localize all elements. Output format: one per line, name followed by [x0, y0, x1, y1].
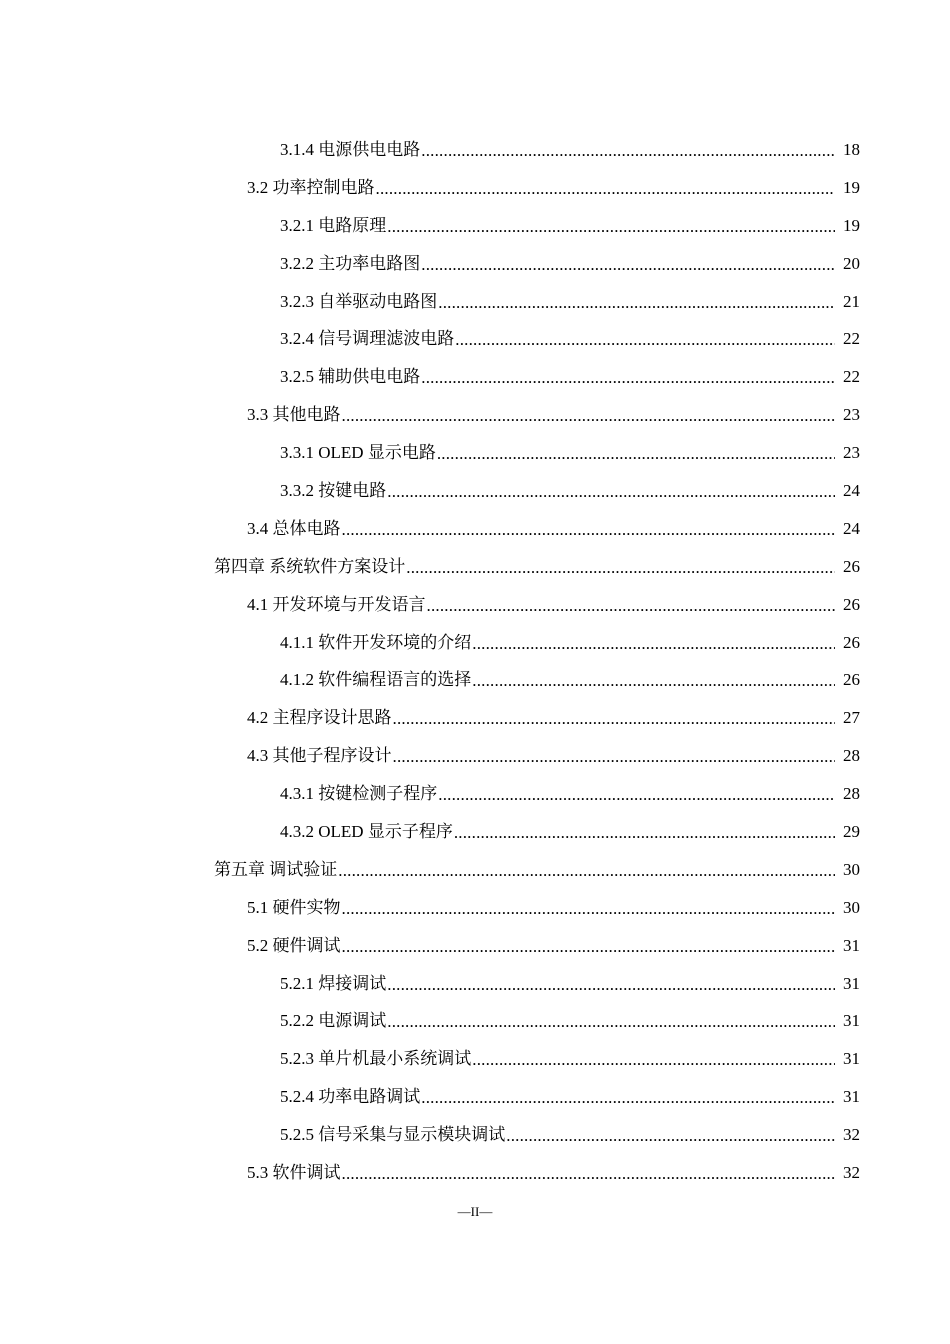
toc-entry-page: 31	[843, 935, 860, 955]
toc-entry-page: 32	[843, 1162, 860, 1182]
toc-entry-label: 5.2 硬件调试	[247, 935, 341, 955]
toc-entry-label: 4.1.1 软件开发环境的介绍	[280, 632, 472, 652]
toc-entry[interactable]	[0, 661, 950, 699]
toc-entry-label: 3.2.2 主功率电路图	[280, 253, 421, 273]
toc-entry-page: 24	[843, 480, 860, 500]
toc-entry-page: 19	[843, 215, 860, 235]
toc-entry[interactable]	[0, 320, 950, 358]
toc-entry-page: 29	[843, 821, 860, 841]
dot-leader	[387, 217, 835, 237]
toc-entry[interactable]	[0, 472, 950, 510]
toc-entry-page: 28	[843, 746, 860, 766]
toc-entry-page: 18	[843, 139, 860, 159]
dot-leader	[387, 975, 835, 995]
toc-entry-page: 19	[843, 177, 860, 197]
toc-entry[interactable]	[0, 624, 950, 662]
toc-entry-page: 21	[843, 291, 860, 311]
toc-entry-label: 4.3 其他子程序设计	[247, 746, 392, 766]
dot-leader	[421, 141, 835, 161]
dot-leader	[393, 709, 836, 729]
toc-entry-label: 4.1.2 软件编程语言的选择	[280, 670, 472, 690]
toc-entry-page: 24	[843, 518, 860, 538]
page-number-footer: —II—	[457, 1204, 493, 1219]
toc-entry[interactable]	[0, 851, 950, 889]
toc-entry-label: 5.2.3 单片机最小系统调试	[280, 1049, 472, 1069]
dot-leader	[506, 1126, 835, 1146]
toc-entry[interactable]	[0, 1002, 950, 1040]
toc-entry-label: 5.2.4 功率电路调试	[280, 1087, 421, 1107]
dot-leader	[342, 520, 836, 540]
toc-entry[interactable]	[0, 889, 950, 927]
dot-leader	[455, 330, 835, 350]
toc-entry-label: 3.2.4 信号调理滤波电路	[280, 329, 455, 349]
toc-entry-label: 3.2.5 辅助供电电路	[280, 367, 421, 387]
toc-entry[interactable]	[0, 1154, 950, 1192]
toc-entry[interactable]	[0, 1078, 950, 1116]
toc-entry[interactable]	[0, 699, 950, 737]
toc-entry-label: 第四章 系统软件方案设计	[214, 556, 406, 576]
toc-entry-page: 26	[843, 632, 860, 652]
toc-entry-page: 20	[843, 253, 860, 273]
toc-entry-page: 22	[843, 367, 860, 387]
toc-entry-label: 4.3.2 OLED 显示子程序	[280, 821, 453, 841]
toc-entry[interactable]	[0, 358, 950, 396]
toc-entry-label: 5.1 硬件实物	[247, 897, 341, 917]
toc-entry-page: 32	[843, 1125, 860, 1145]
toc-entry[interactable]	[0, 207, 950, 245]
toc-entry-page: 28	[843, 784, 860, 804]
dot-leader	[342, 406, 836, 426]
toc-entry[interactable]	[0, 1116, 950, 1154]
toc-entry[interactable]	[0, 245, 950, 283]
toc-entry-label: 3.2 功率控制电路	[247, 177, 375, 197]
toc-entry[interactable]	[0, 927, 950, 965]
toc-entry[interactable]	[0, 586, 950, 624]
dot-leader	[342, 1164, 836, 1184]
dot-leader	[454, 823, 835, 843]
toc-entry[interactable]	[0, 396, 950, 434]
toc-entry-label: 3.4 总体电路	[247, 518, 341, 538]
dot-leader	[421, 368, 835, 388]
toc-entry-label: 4.1 开发环境与开发语言	[247, 594, 426, 614]
dot-leader	[338, 861, 835, 881]
dot-leader	[387, 482, 835, 502]
dot-leader	[437, 444, 835, 464]
toc-entry[interactable]	[0, 169, 950, 207]
table-of-contents	[0, 131, 950, 1192]
toc-entry-page: 23	[843, 405, 860, 425]
toc-entry-page: 31	[843, 1049, 860, 1069]
dot-leader	[406, 558, 835, 578]
toc-entry-page: 31	[843, 973, 860, 993]
toc-entry-page: 27	[843, 708, 860, 728]
toc-entry-label: 4.2 主程序设计思路	[247, 708, 392, 728]
toc-entry-page: 23	[843, 443, 860, 463]
toc-entry[interactable]	[0, 548, 950, 586]
toc-entry-page: 22	[843, 329, 860, 349]
dot-leader	[427, 596, 836, 616]
dot-leader	[393, 747, 836, 767]
dot-leader	[438, 785, 835, 805]
toc-entry-label: 3.3 其他电路	[247, 405, 341, 425]
toc-entry-page: 31	[843, 1087, 860, 1107]
toc-entry-label: 3.3.1 OLED 显示电路	[280, 443, 436, 463]
dot-leader	[472, 671, 835, 691]
toc-entry-page: 26	[843, 670, 860, 690]
toc-entry[interactable]	[0, 737, 950, 775]
toc-entry-page: 26	[843, 594, 860, 614]
toc-entry-label: 3.3.2 按键电路	[280, 480, 387, 500]
toc-entry-label: 3.1.4 电源供电电路	[280, 139, 421, 159]
toc-entry-page: 30	[843, 897, 860, 917]
toc-entry-page: 31	[843, 1011, 860, 1031]
toc-entry-page: 26	[843, 556, 860, 576]
toc-entry[interactable]	[0, 775, 950, 813]
toc-entry-label: 5.3 软件调试	[247, 1162, 341, 1182]
toc-entry-label: 第五章 调试验证	[214, 859, 338, 879]
toc-entry-label: 3.2.3 自举驱动电路图	[280, 291, 438, 311]
dot-leader	[472, 634, 835, 654]
toc-entry[interactable]	[0, 965, 950, 1003]
toc-entry-page: 30	[843, 859, 860, 879]
dot-leader	[421, 1088, 835, 1108]
toc-entry-label: 5.2.5 信号采集与显示模块调试	[280, 1125, 506, 1145]
dot-leader	[342, 937, 836, 957]
dot-leader	[421, 255, 835, 275]
toc-entry[interactable]	[0, 813, 950, 851]
toc-entry[interactable]	[0, 283, 950, 321]
dot-leader	[387, 1012, 835, 1032]
dot-leader	[342, 899, 836, 919]
toc-entry[interactable]	[0, 131, 950, 169]
toc-entry-label: 3.2.1 电路原理	[280, 215, 387, 235]
dot-leader	[472, 1050, 835, 1070]
toc-entry[interactable]	[0, 1040, 950, 1078]
dot-leader	[438, 293, 835, 313]
toc-entry-label: 5.2.1 焊接调试	[280, 973, 387, 993]
dot-leader	[376, 179, 836, 199]
toc-entry[interactable]	[0, 510, 950, 548]
toc-entry[interactable]	[0, 434, 950, 472]
toc-entry-label: 5.2.2 电源调试	[280, 1011, 387, 1031]
toc-entry-label: 4.3.1 按键检测子程序	[280, 784, 438, 804]
